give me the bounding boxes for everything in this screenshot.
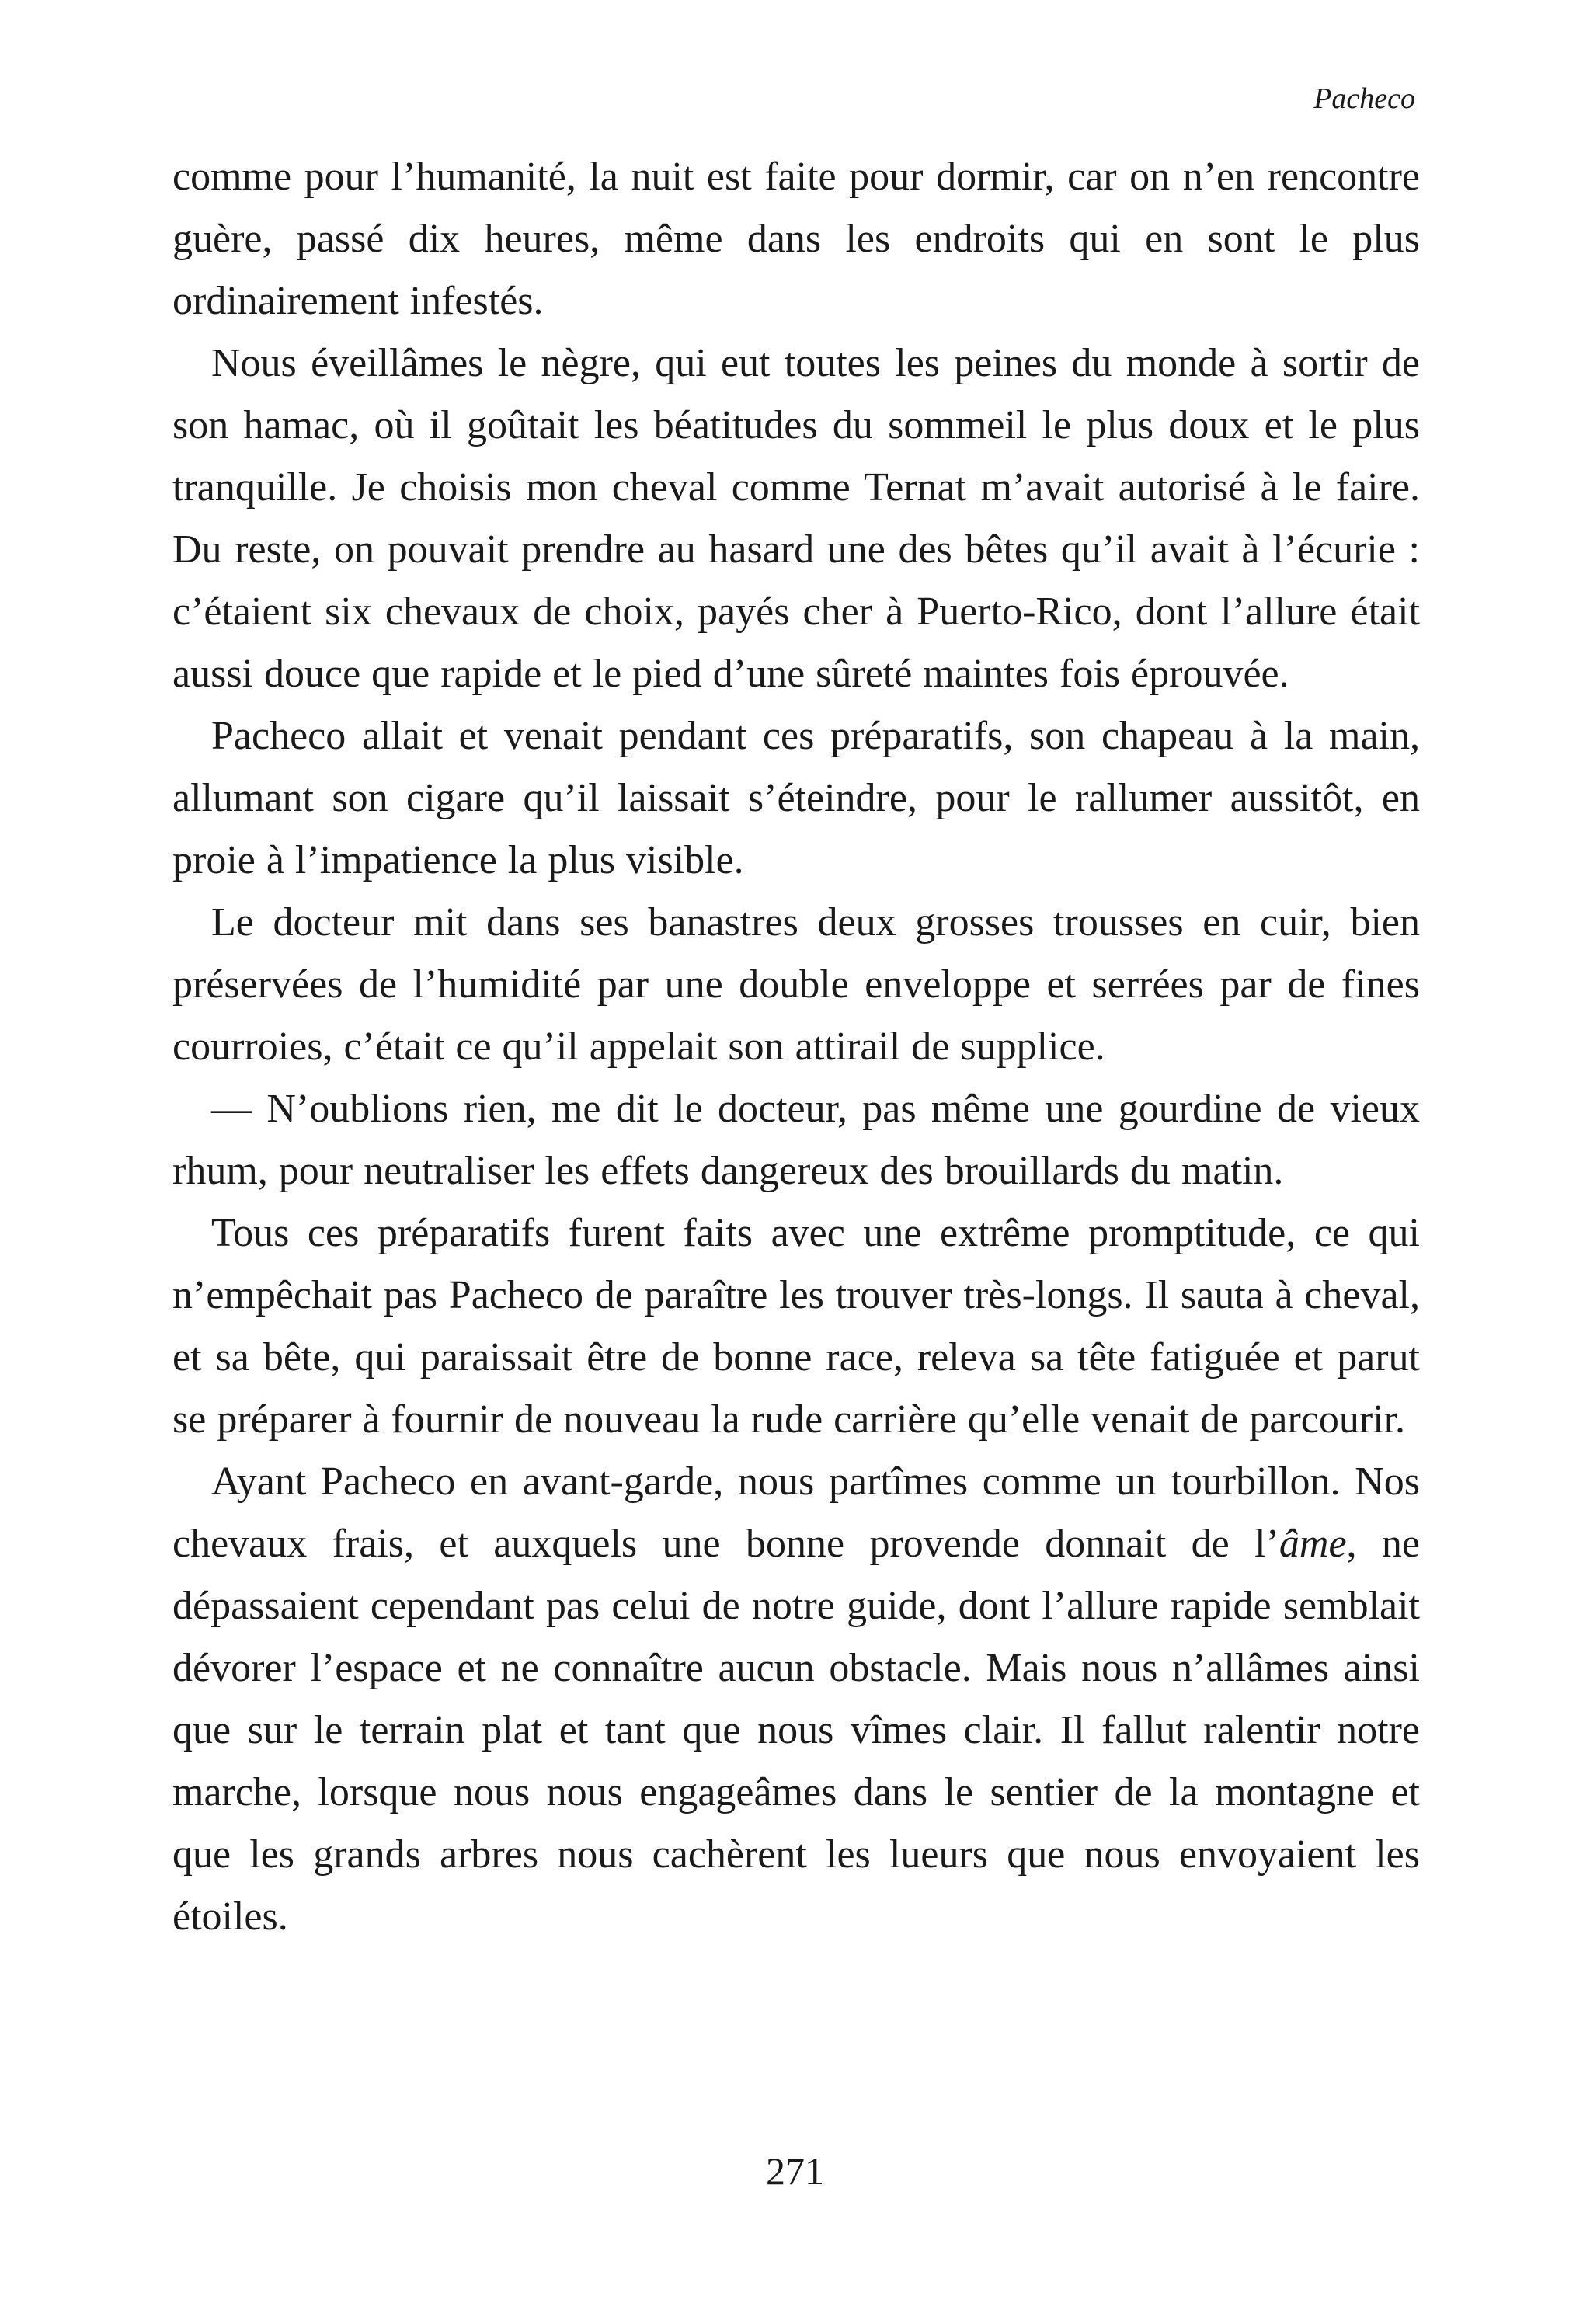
paragraph-text-part: , ne dépassaient cependant pas celui de notre guide, dont l’allure rapide semblait dévorer l’espace et ne connaître aucun obstacle. Mais nous n’allâmes ainsi que sur le terrain plat et tant que nous vîmes clair. Il fallut ralentir notre marche, lorsque nous nous engageâmes dans le sentier de la montagne et que les grands arbres nous cachèrent les lueurs que nous envoyaient les étoiles.: [172, 1522, 1420, 1939]
paragraph-text-part: Ayant Pacheco en avant-garde, nous partîmes comme un tourbillon. Nos chevaux frais, et auxquels une bonne provende donnait de l’: [172, 1459, 1420, 1566]
italic-word: âme: [1279, 1522, 1347, 1566]
paragraph: Tous ces préparatifs furent faits avec une extrême promptitude, ce qui n’empêchait pas Pacheco de paraître les trouver très-longs. Il sauta à cheval, et sa bête, qui paraissait être de bonne race, releva sa tête fatiguée et parut se préparer à fournir de nouveau la rude carrière qu’elle venait de parcourir.: [172, 1211, 1420, 1442]
running-head: Pacheco: [1313, 82, 1415, 115]
paragraph-continuation: comme pour l’humanité, la nuit est faite pour dormir, car on n’en rencontre guère, passé dix heures, même dans les endroits qui en sont le plus ordinairement infestés.: [172, 155, 1420, 323]
body-text: [172, 146, 1420, 1948]
paragraph: Nous éveillâmes le nègre, qui eut toutes les peines du monde à sortir de son hamac, où il goûtait les béatitudes du sommeil le plus doux et le plus tranquille. Je choisis mon cheval comme Ternat m’avait autorisé à le faire. Du reste, on pouvait prendre au hasard une des bêtes qu’il avait à l’écurie : c’étaient six chevaux de choix, payés cher à Puerto-Rico, dont l’allure était aussi douce que rapide et le pied d’une sûreté maintes fois éprouvée.: [172, 341, 1420, 696]
paragraph: Le docteur mit dans ses banastres deux grosses trousses en cuir, bien préservées de l’humidité par une double enveloppe et serrées par de fines courroies, c’était ce qu’il appelait son attirail de supplice.: [172, 900, 1420, 1069]
page-number: 271: [766, 2149, 824, 2193]
dialogue-paragraph: — N’oublions rien, me dit le docteur, pas même une gourdine de vieux rhum, pour neutraliser les effets dangereux des brouillards du matin.: [172, 1087, 1420, 1193]
paragraph: Pacheco allait et venait pendant ces préparatifs, son chapeau à la main, allumant son cigare qu’il laissait s’éteindre, pour le rallumer aussitôt, en proie à l’impatience la plus visible.: [172, 714, 1420, 882]
paragraph: [172, 1451, 1420, 1948]
